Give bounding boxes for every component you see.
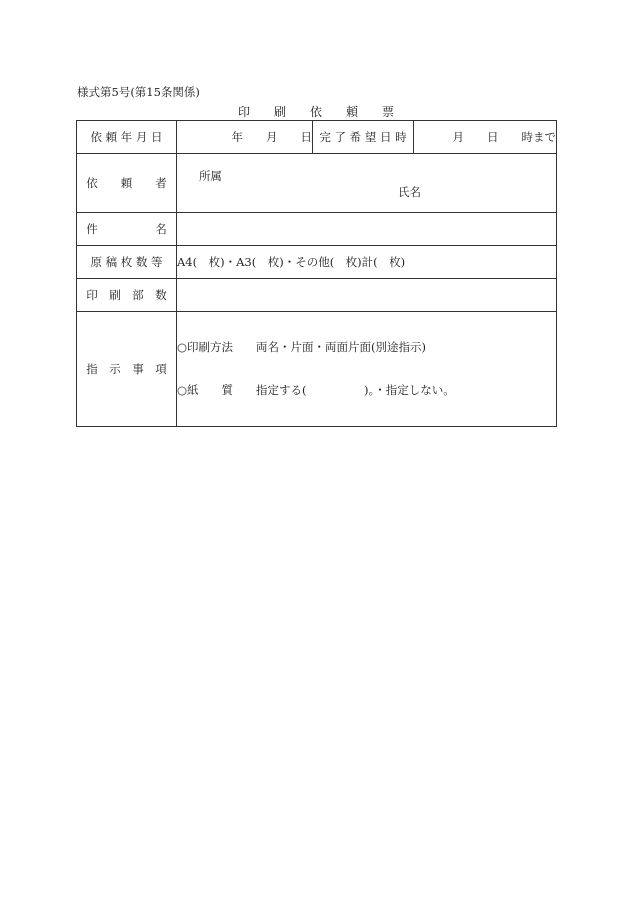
row-requester: [77, 154, 557, 213]
row-subject: [77, 213, 557, 246]
name-label: 氏名: [398, 185, 421, 199]
copies-field[interactable]: [177, 279, 557, 312]
sheet-count-field[interactable]: A4( 枚)・A3( 枚)・その他( 枚)計( 枚): [177, 246, 557, 279]
request-date-label: 依 頼 年 月 日: [77, 121, 177, 154]
print-method-option: ○印刷方法 両名・片面・両面片面(別途指示): [177, 340, 427, 354]
requester-label: 依 頼 者: [77, 154, 177, 213]
row-sheets: [77, 246, 557, 279]
form-title: 印 刷 依 頼 票: [237, 105, 394, 119]
copies-label: 印 刷 部 数: [77, 279, 177, 312]
subject-field[interactable]: [177, 213, 557, 246]
due-date-field[interactable]: 月 日 時まで: [414, 121, 557, 154]
request-date-field[interactable]: 年 月 日: [177, 121, 313, 154]
subject-label: 件 名: [77, 213, 177, 246]
instructions-field[interactable]: [177, 312, 557, 427]
requester-field[interactable]: [177, 154, 557, 213]
row-request-date: [77, 121, 557, 154]
instructions-label: 指 示 事 項: [77, 312, 177, 427]
sheet-count-label: 原 稿 枚 数 等: [77, 246, 177, 279]
due-date-label: 完 了 希 望 日 時: [313, 121, 414, 154]
paper-quality-option: ○紙 質 指定する( )。・指定しない。: [177, 383, 455, 397]
print-request-form: [76, 120, 557, 427]
department-label: 所属: [198, 169, 222, 183]
row-instructions: [77, 312, 557, 427]
row-copies: [77, 279, 557, 312]
form-number: 様式第5号(第15条関係): [77, 85, 200, 99]
